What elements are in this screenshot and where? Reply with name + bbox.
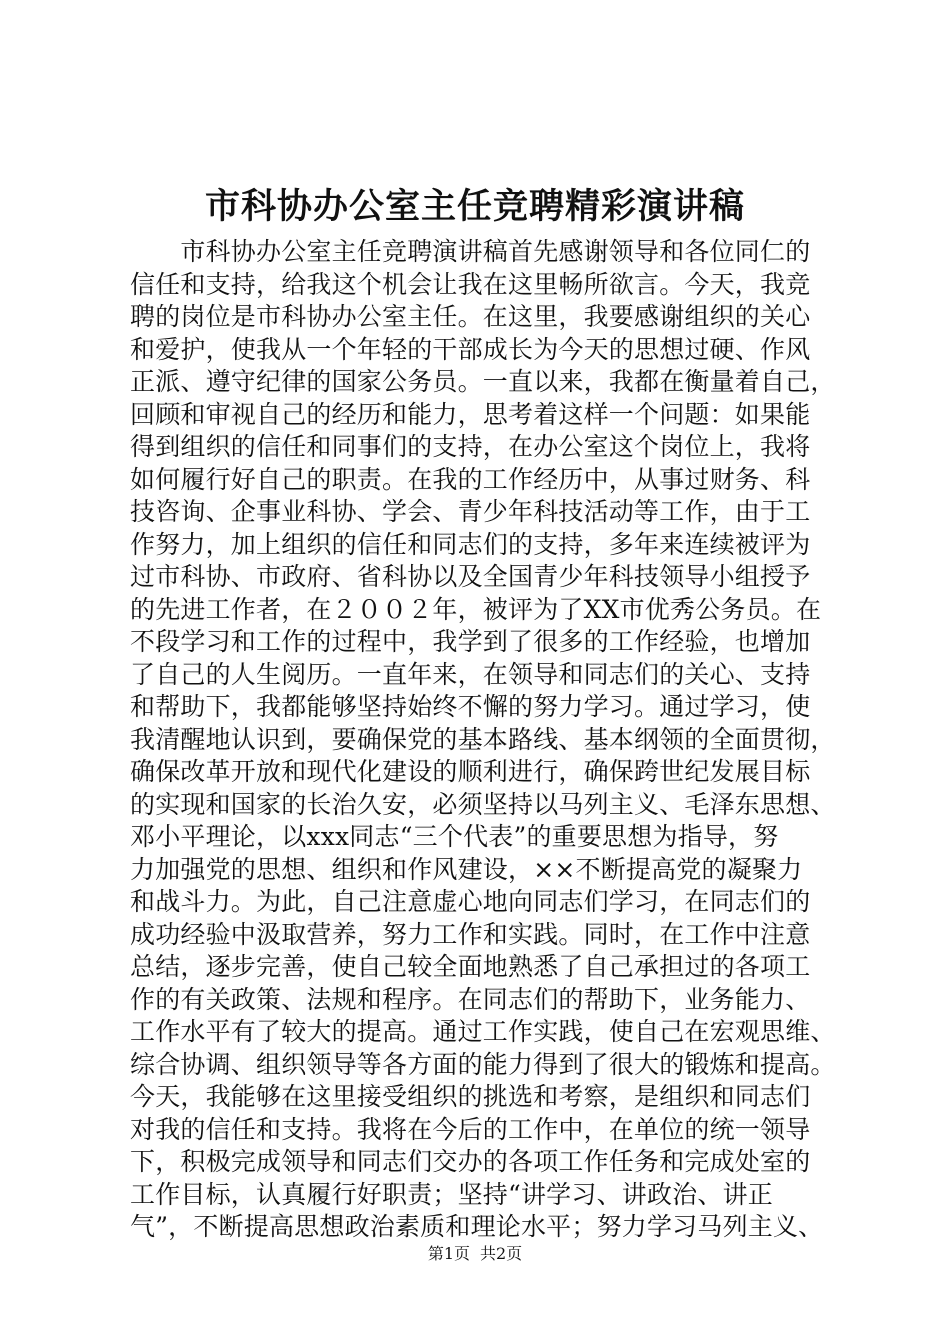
- body-line: 综合协调、组织领导等各方面的能力得到了很大的锻炼和提高。: [130, 1049, 836, 1079]
- body-line: 和爱护，使我从一个年轻的干部成长为今天的思想过硬、作风: [130, 334, 811, 364]
- body-line: 作的有关政策、法规和程序。在同志们的帮助下，业务能力、: [130, 984, 811, 1014]
- body-line: 工作水平有了较大的提高。通过工作实践，使自己在宏观思维、: [130, 1017, 836, 1046]
- document-body: [130, 236, 836, 1244]
- body-line: 的先进工作者，在２００２年，被评为了XX市优秀公务员。在: [130, 594, 822, 624]
- body-line: 成功经验中汲取营养，努力工作和实践。同时，在工作中注意: [130, 919, 811, 949]
- body-line: 过市科协、市政府、省科协以及全国青少年科技领导小组授予: [130, 562, 811, 591]
- body-line: 回顾和审视自己的经历和能力，思考着这样一个问题：如果能: [130, 399, 811, 429]
- body-line: 力加强党的思想、组织和作风建设，××不断提高党的凝聚力: [130, 854, 803, 884]
- body-line: 了自己的人生阅历。一直年来，在领导和同志们的关心、支持: [130, 659, 811, 689]
- body-line: 和帮助下，我都能够坚持始终不懈的努力学习。通过学习，使: [130, 692, 811, 721]
- body-line: 气”，不断提高思想政治素质和理论水平；努力学习马列主义、: [130, 1212, 824, 1241]
- body-line: 工作目标，认真履行好职责；坚持“讲学习、讲政治、讲正: [130, 1179, 773, 1209]
- body-line: 技咨询、企事业科协、学会、青少年科技活动等工作，由于工: [130, 497, 811, 526]
- body-line: 对我的信任和支持。我将在今后的工作中，在单位的统一领导: [130, 1114, 811, 1144]
- page-total: 共2页: [480, 1244, 523, 1263]
- document-title: 市科协办公室主任竞聘精彩演讲稿: [204, 186, 745, 227]
- body-line: 邓小平理论，以xxx同志“三个代表”的重要思想为指导，努: [130, 822, 779, 851]
- body-line: 的实现和国家的长治久安，必须坚持以马列主义、毛泽东思想、: [130, 789, 836, 819]
- body-line: 我清醒地认识到，要确保党的基本路线、基本纲领的全面贯彻，: [130, 724, 836, 754]
- body-line: 确保改革开放和现代化建设的顺利进行，确保跨世纪发展目标: [130, 757, 811, 786]
- body-line: 得到组织的信任和同事们的支持，在办公室这个岗位上，我将: [130, 432, 811, 461]
- body-line: 如何履行好自己的职责。在我的工作经历中，从事过财务、科: [130, 464, 811, 494]
- body-line: 作努力，加上组织的信任和同志们的支持，多年来连续被评为: [130, 529, 811, 559]
- body-line: 正派、遵守纪律的国家公务员。一直以来，我都在衡量着自己，: [130, 367, 836, 396]
- body-line: 不段学习和工作的过程中，我学到了很多的工作经验，也增加: [130, 627, 811, 656]
- page-footer: [0, 1243, 950, 1265]
- page-number: 第1页: [427, 1244, 470, 1263]
- body-line: 总结，逐步完善，使自己较全面地熟悉了自己承担过的各项工: [130, 952, 811, 981]
- body-line: 下，积极完成领导和同志们交办的各项工作任务和完成处室的: [130, 1147, 811, 1176]
- body-line: 聘的岗位是市科协办公室主任。在这里，我要感谢组织的关心: [130, 302, 811, 331]
- body-line: 和战斗力。为此，自己注意虚心地向同志们学习，在同志们的: [130, 887, 811, 916]
- body-line: 今天，我能够在这里接受组织的挑选和考察，是组织和同志们: [130, 1082, 811, 1111]
- body-line: 市科协办公室主任竞聘演讲稿首先感谢领导和各位同仁的: [130, 237, 811, 266]
- body-line: 信任和支持，给我这个机会让我在这里畅所欲言。今天，我竞: [130, 269, 811, 299]
